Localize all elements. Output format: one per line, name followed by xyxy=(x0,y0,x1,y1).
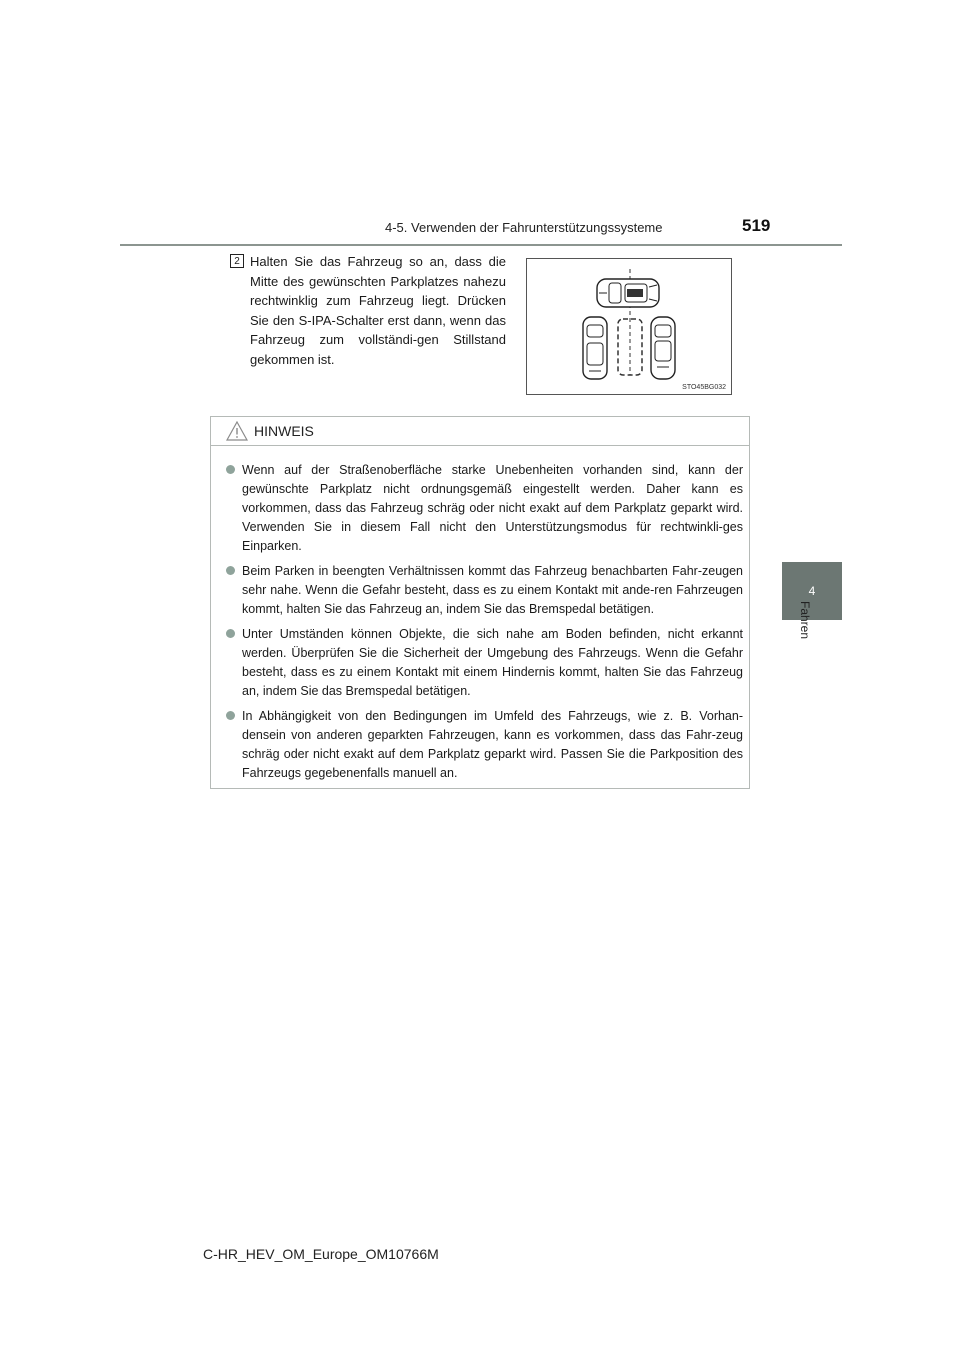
notice-header xyxy=(211,417,749,446)
bullet-icon xyxy=(226,566,235,575)
notice-item: Unter Umständen können Objekte, die sich nahe am Boden befinden, nicht erkannt werden. Überprüfen Sie die Sicherheit der Umgebung des Fahrzeugs. Wenn die Gefahr besteht, dass es zu einem Kontakt mit einem Hindernis kommt, halten Sie das Fahrzeug an, indem Sie das Bremspedal betätigen. xyxy=(225,625,743,701)
figure-code: STO45BG032 xyxy=(682,384,726,391)
vehicle-right xyxy=(651,317,675,379)
notice-item: Wenn auf der Straßenoberfläche starke Unebenheiten vorhanden sind, kann der gewünschte Parkplatz nicht ordnungsgemäß eingestellt werden. Daher kann es vorkommen, dass das Fahrzeug schräg oder nicht exakt auf dem Parkplatz geparkt wird. Verwenden Sie in diesem Fall nicht den Unterstützungsmodus für rechtwinkli-ges Einparken. xyxy=(225,461,743,556)
vehicle-left xyxy=(583,317,607,379)
parking-illustration xyxy=(526,258,732,395)
step-text: Halten Sie das Fahrzeug so an, dass die Mitte des gewünschten Parkplatzes nahezu rechtwinklig zum Fahrzeug liegt. Drücken Sie den S-IPA-Schalter erst dann, wenn das Fahrzeug zum vollständi-gen Stillstand gekommen ist. xyxy=(250,254,506,367)
notice-list xyxy=(211,446,749,783)
step-number-badge: 2 xyxy=(230,254,244,268)
chapter-tab xyxy=(782,562,842,620)
chapter-number: 4 xyxy=(808,584,816,598)
notice-item: Beim Parken in beengten Verhältnissen kommt das Fahrzeug benachbarten Fahr-zeugen sehr nahe. Wenn die Gefahr besteht, dass es zu einem Kontakt mit ande-ren Fahrzeugen kommt, halten Sie das Fahrzeug an, indem Sie das Bremspedal betätigen. xyxy=(225,562,743,619)
notice-item: In Abhängigkeit von den Bedingungen im Umfeld des Fahrzeugs, wie z. B. Vorhan-densein von anderen geparkten Fahrzeugen, kann es vorkommen, dass das Fahr-zeug schräg oder nicht exakt auf dem Parkplatz geparkt wird. Passen Sie die Parkposition des Fahrzeugs gegebenenfalls manuell an. xyxy=(225,707,743,783)
parking-diagram-graphic xyxy=(527,259,731,394)
page-number: 519 xyxy=(742,216,771,235)
bullet-icon xyxy=(226,711,235,720)
document-id: C-HR_HEV_OM_Europe_OM10766M xyxy=(203,1246,439,1262)
notice-title: HINWEIS xyxy=(254,423,314,439)
header-rule xyxy=(120,244,842,246)
notice-box xyxy=(210,416,750,789)
section-title: 4-5. Verwenden der Fahrunterstützungssysteme xyxy=(385,220,663,235)
bullet-icon xyxy=(226,629,235,638)
vehicle-top xyxy=(597,279,659,307)
chapter-label-container xyxy=(782,601,842,680)
warning-triangle-icon xyxy=(226,421,248,441)
chapter-label: Fahren xyxy=(798,601,812,640)
bullet-icon xyxy=(226,465,235,474)
